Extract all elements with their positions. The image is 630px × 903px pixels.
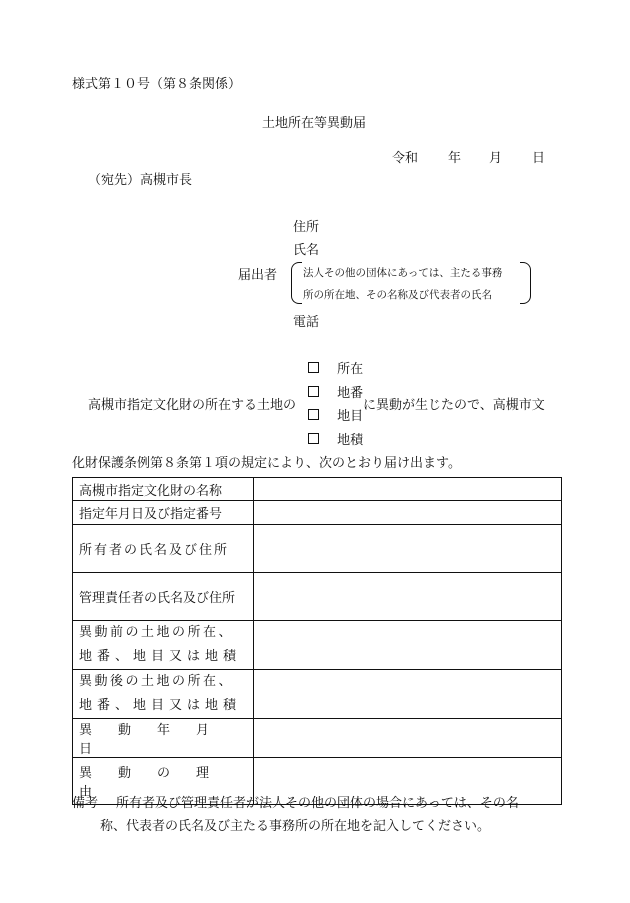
remarks-label: 備考 [72, 796, 99, 811]
corporate-note [291, 262, 531, 308]
remarks-line1: 所有者及び管理責任者が法人その他の団体の場合にあっては、その名 [116, 796, 519, 811]
date-year: 年 [448, 151, 462, 166]
checkbox-area[interactable] [308, 433, 319, 444]
change-date-field[interactable] [254, 719, 562, 758]
checkbox-location[interactable] [308, 362, 319, 373]
row-label-change-date: 異動年月日 [79, 723, 236, 757]
owner-field[interactable] [254, 525, 562, 573]
row-label-property-name: 高槻市指定文化財の名称 [73, 478, 254, 501]
row-label-designation: 指定年月日及び指定番号 [73, 501, 254, 525]
row-label-after-line2: 地番、地目又は地積 [79, 698, 242, 713]
table-row [73, 501, 562, 525]
manager-field[interactable] [254, 573, 562, 621]
checkbox-lot-number[interactable] [308, 386, 319, 397]
option-location-label: 所在 [337, 362, 364, 377]
corporate-note-line1: 法人その他の団体にあっては、主たる事務 [303, 267, 503, 279]
notification-table [72, 477, 562, 805]
option-area[interactable] [308, 433, 363, 447]
option-area-label: 地積 [337, 433, 364, 448]
addressee: （宛先）高槻市長 [88, 173, 193, 188]
statement-continuation: 化財保護条例第８条第１項の規定により、次のとおり届け出ます。 [72, 456, 461, 471]
remarks-line2: 称、代表者の氏名及び主たる事務所の所在地を記入してください。 [100, 819, 491, 834]
table-row [73, 573, 562, 621]
option-lot-number[interactable] [308, 386, 363, 400]
corporate-note-line2: 所の所在地、その名称及び代表者の氏名 [303, 289, 492, 301]
option-land-category-label: 地目 [337, 409, 364, 424]
table-row [73, 478, 562, 501]
date-month: 月 [489, 151, 503, 166]
row-label-owner: 所有者の氏名及び住所 [79, 543, 230, 558]
date-era: 令和 [392, 151, 419, 166]
form-number: 様式第１０号（第８条関係） [72, 77, 242, 92]
left-bracket [291, 262, 302, 304]
property-name-field[interactable] [254, 478, 562, 501]
applicant-name-label: 氏名 [293, 243, 320, 258]
table-row [73, 525, 562, 573]
form-title: 土地所在等異動届 [262, 116, 367, 131]
date-day: 日 [532, 151, 546, 166]
option-location[interactable] [308, 362, 363, 376]
row-label-manager: 管理責任者の氏名及び住所 [73, 573, 254, 621]
option-lot-number-label: 地番 [337, 386, 364, 401]
designation-field[interactable] [254, 501, 562, 525]
applicant-address-label: 住所 [293, 220, 320, 235]
option-land-category[interactable] [308, 409, 363, 423]
table-row [73, 621, 562, 670]
row-label-before-line2: 地番、地目又は地積 [79, 649, 242, 664]
table-row [73, 670, 562, 719]
statement-after: に異動が生じたので、高槻市文 [363, 398, 545, 413]
applicant-phone-label: 電話 [293, 315, 320, 330]
before-change-field[interactable] [254, 621, 562, 670]
statement-before: 高槻市指定文化財の所在する土地の [88, 398, 297, 413]
right-bracket [520, 262, 531, 304]
checkbox-land-category[interactable] [308, 409, 319, 420]
row-label-change-reason: 異動の理由 [79, 766, 236, 800]
row-label-before-line1: 異動前の土地の所在、 [79, 625, 235, 640]
row-label-after-line1: 異動後の土地の所在、 [79, 674, 235, 689]
after-change-field[interactable] [254, 670, 562, 719]
applicant-label: 届出者 [238, 268, 278, 283]
table-row [73, 719, 562, 758]
